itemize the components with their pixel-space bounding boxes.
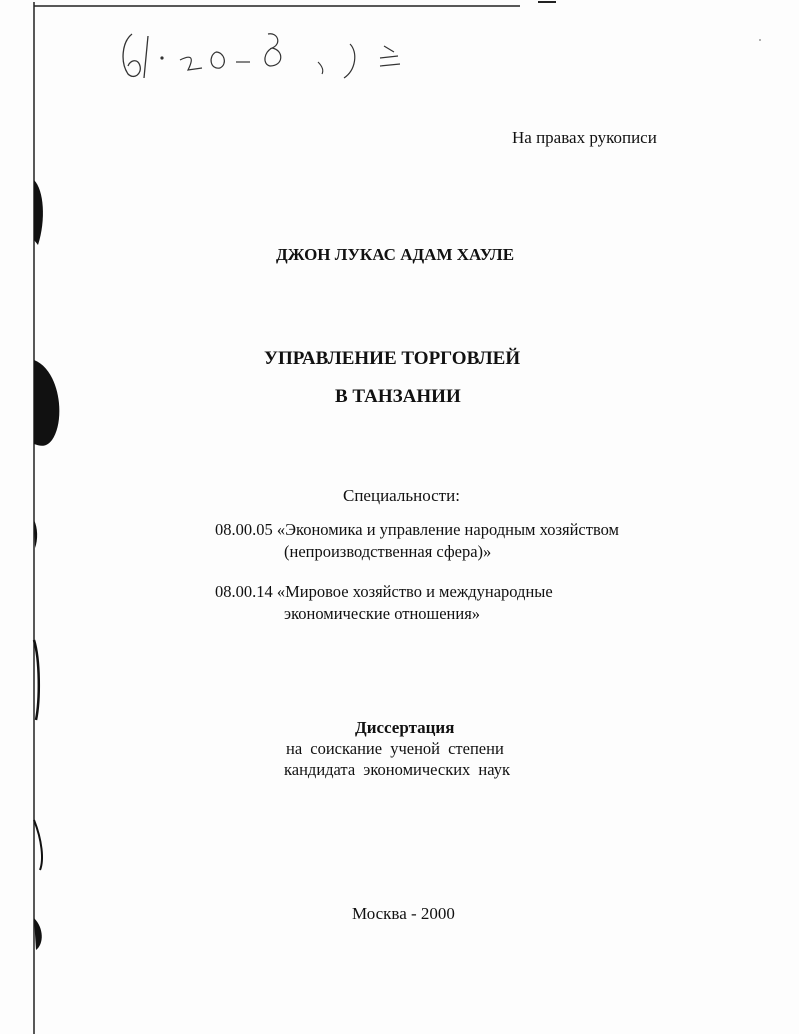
degree-line-2: кандидата экономических наук <box>284 760 511 779</box>
specialty-1-line-1: 08.00.05 «Экономика и управление народным хозяйством <box>215 520 620 539</box>
dissertation-title-line-1: УПРАВЛЕНИЕ ТОРГОВЛЕЙ <box>264 348 521 369</box>
place-and-year: Москва - 2000 <box>352 904 455 923</box>
author-name: ДЖОН ЛУКАС АДАМ ХАУЛЕ <box>276 245 515 264</box>
specialty-1-line-2: (непроизводственная сфера)» <box>284 542 492 561</box>
specialties-heading: Специальности: <box>343 486 460 505</box>
specialty-2-line-1: 08.00.14 «Мировое хозяйство и международные <box>215 582 553 601</box>
document-type: Диссертация <box>355 718 455 737</box>
degree-line-1: на соискание ученой степени <box>286 739 504 758</box>
rights-note: На правах рукописи <box>512 128 657 147</box>
handwritten-archive-number <box>118 22 428 88</box>
dissertation-title-line-2: В ТАНЗАНИИ <box>335 386 461 407</box>
specialty-2-line-2: экономические отношения» <box>284 604 481 623</box>
